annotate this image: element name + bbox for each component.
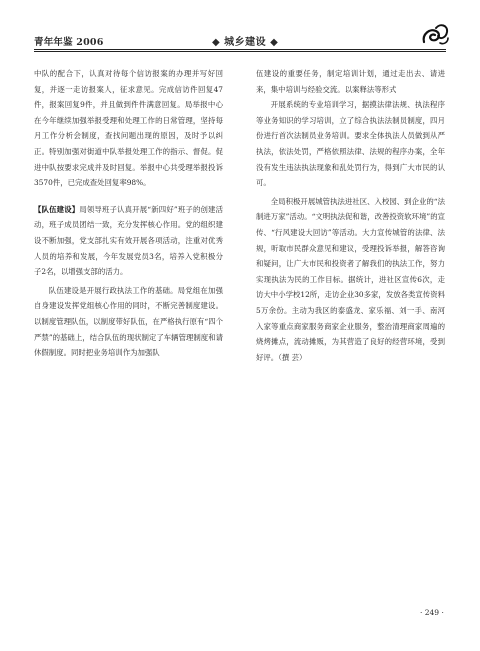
- page-header: [34, 30, 446, 54]
- paragraph-team-building-text: 局领导班子认真开展“新四好”班子的创建活动，班子成员团结一致，充分发挥核心作用。党的组织建设不断加强，党支部扎实有效开展各项活动，注重对优秀人员的培养和发展，今年发展党员3名，培养入党积极分子2名，以增强支部的活力。: [34, 204, 223, 277]
- journal-title: 青年年鉴 2006: [34, 37, 104, 48]
- page-number: · 249 ·: [420, 608, 444, 617]
- paragraph-team-system: 队伍建设是开展行政执法工作的基础。局党组在加强自身建设发挥党组核心作用的同时，不断完善制度建设。以制度管理队伍，以制度带好队伍，在严格执行原有“四个严禁”的基础上，结合队伍的现状制定了车辆管理制度和请休假制度。同时把业务培训作为加强队: [34, 285, 223, 358]
- header-rule: [34, 49, 446, 50]
- left-column: [34, 66, 223, 361]
- section-title: ◆ 城乡建设 ◆: [212, 37, 279, 48]
- paragraph-team-building: [34, 202, 223, 280]
- header-rule-thin: [34, 51, 446, 52]
- paragraph-complaints: 中队的配合下，认真对待每个信访报案的办理并写好回复，并逐一走访报案人，征求意见。完成信访件回复47件，报案回复9件，并且做到件件满意回复。局举报中心在今年继续加强举报受理和处理工作的日常管理，坚持每月工作分析会制度，查找问题出现的原因，及时予以纠正。特别加强对街道中队举报处理工作的指示、督促。促进中队按要求完成并及时回复。举报中心共受理举报投诉3570件，已完成查处回复率98%。: [34, 69, 223, 188]
- right-column: [256, 66, 445, 365]
- paragraph-outreach: 全局积极开展城管执法进社区、入校园、到企业的“法制进万家”活动。“文明执法促和谐，改善投资软环境”的宣传、“行风建设大回访”等活动。大力宣传城管的法律、法规，听取市民群众意见和建议，受理投诉举报，解答咨询和疑问，让广大市民和投资者了解我们的执法工作，努力实现执法为民的工作目标。据统计，进社区宣传6次，走访大中小学校12所，走访企业30多家，发放各类宣传资料5万余份。主动为我区的泰盛龙、家乐福、刘一手、南河入家等重点商家服务商家企业服务，整治清理商家周遍的烧烤摊点，流动摊贩，为其营造了良好的经营环境，受到好评。（撰 芸）: [256, 196, 445, 362]
- swirl-logo-icon: [420, 22, 450, 48]
- section-tag-team-building: 【队伍建设】: [34, 204, 80, 214]
- paragraph-law-training: 开展系统的专业培训学习，据摸法律法规、执法程序等业务知识的学习培训，立了综合执法法制员制度，四月份进行首次法制员业务培训。要求全体执法人员做到从严执法，依法处罚，严格依照法律、法规的程序办案，全年没有发生违法执法现象和乱处罚行为，得到广大市民的认可。: [256, 100, 445, 188]
- paragraph-training: 伍建设的重要任务，制定培训计划，通过走出去、请进来，集中培训与经验交流。以案释法等形式: [256, 69, 445, 94]
